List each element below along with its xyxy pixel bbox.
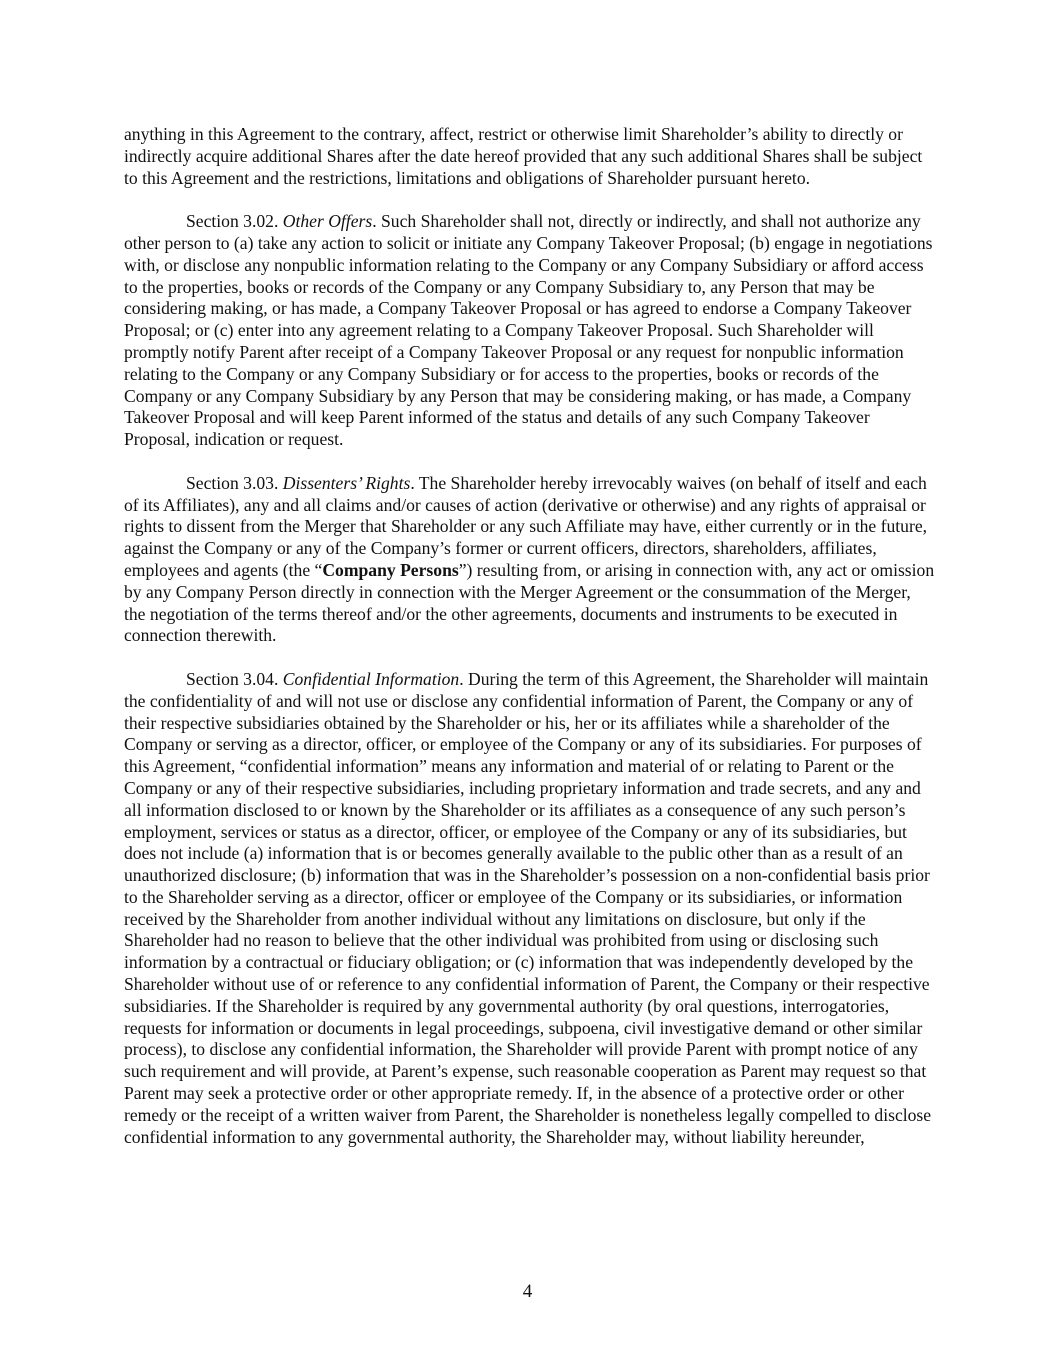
section-title: Dissenters’ Rights: [282, 472, 411, 493]
defined-term: Company Persons: [322, 559, 459, 580]
section-number: Section 3.03.: [186, 472, 279, 493]
section-3-03-paragraph: [124, 473, 936, 647]
section-3-04-paragraph: [124, 669, 936, 1149]
section-title: Confidential Information: [282, 668, 460, 689]
section-3-02-paragraph: [124, 211, 936, 451]
section-text: . During the term of this Agreement, the Shareholder will maintain the confidentiality of and will not use or disclose any confidential information of Parent, the Company or any of their respective subsidiaries obtained by the Shareholder or his, her or its affiliates while a shareholder of the Company or serving as a director, officer, or employee of the Company or any of its subsidiaries. For purposes of this Agreement, “confidential information” means any information and material of or relating to Parent or the Company or any of their respective subsidiaries, including proprietary information and trade secrets, and any and all information disclosed to or known by the Shareholder or its affiliates as a consequence of any such person’s employment, services or status as a director, officer, or employee of the Company or any of its subsidiaries, but does not include (a) information that is or becomes generally available to the public other than as a result of an unauthorized disclosure; (b) information that was in the Shareholder’s possession on a non-confidential basis prior to the Shareholder serving as a director, officer or employee of the Company or its subsidiaries, or information received by the Shareholder from another individual without any limitations on disclosure, but only if the Shareholder had no reason to believe that the other individual was prohibited from using or disclosing such information by a contractual or fiduciary obligation; or (c) information that was independently developed by the Shareholder without use of or reference to any confidential information of Parent, the Company or their respective subsidiaries. If the Shareholder is required by any governmental authority (by oral questions, interrogatories, requests for information or documents in legal proceedings, subpoena, civil investigative demand or other similar process), to disclose any confidential information, the Shareholder will provide Parent with prompt notice of any such requirement and will provide, at Parent’s expense, such reasonable cooperation as Parent may request so that Parent may seek a protective order or other appropriate remedy. If, in the absence of a protective order or other remedy or the receipt of a written waiver from Parent, the Shareholder is nonetheless legally compelled to disclose confidential information to any governmental authority, the Shareholder may, without liability hereunder,: [124, 668, 932, 1147]
section-text-after: ”) resulting from, or arising in connection with, any act or omission by any Company Person directly in connection with the Merger Agreement or the consummation of the Merger, the negotiation of the terms thereof and/or the other agreements, documents and instruments to be executed in connection therewith.: [124, 559, 935, 646]
page-number: 4: [522, 1281, 533, 1302]
section-number: Section 3.04.: [186, 668, 279, 689]
section-title: Other Offers: [282, 211, 373, 232]
section-text: . Such Shareholder shall not, directly or indirectly, and shall not authorize any other person to (a) take any action to solicit or initiate any Company Takeover Proposal; (b) engage in negotiations with, or disclose any nonpublic information relating to the Company or any Company Subsidiary or afford access to the properties, books or records of the Company or any Company Subsidiary to, any Person that may be considering making, or has made, a Company Takeover Proposal or has agreed to endorse a Company Takeover Proposal; or (c) enter into any agreement relating to a Company Takeover Proposal. Such Shareholder will promptly notify Parent after receipt of a Company Takeover Proposal or any request for nonpublic information relating to the Company or any Company Subsidiary or for access to the properties, books or records of the Company or any Company Subsidiary by any Person that may be considering making, or has made, a Company Takeover Proposal and will keep Parent informed of the status and details of any such Company Takeover Proposal, indication or request.: [124, 211, 933, 450]
section-number: Section 3.02.: [186, 211, 279, 232]
document-body: [124, 124, 936, 1170]
section-text-before: . The Shareholder hereby irrevocably waives (on behalf of itself and each of its Affiliates), any and all claims and/or causes of action (derivative or otherwise) and any rights of appraisal or rights to dissent from the Merger that Shareholder or any such Affiliate may have, either currently or in the future, against the Company or any of the Company’s former or current officers, directors, shareholders, affiliates, employees and agents (the “: [124, 472, 928, 580]
continuation-paragraph: anything in this Agreement to the contrary, affect, restrict or otherwise limit Shareholder’s ability to directly or indirectly acquire additional Shares after the date hereof provided that any such additional Shares shall be subject to this Agreement and the restrictions, limitations and obligations of Shareholder pursuant hereto.: [124, 124, 923, 188]
